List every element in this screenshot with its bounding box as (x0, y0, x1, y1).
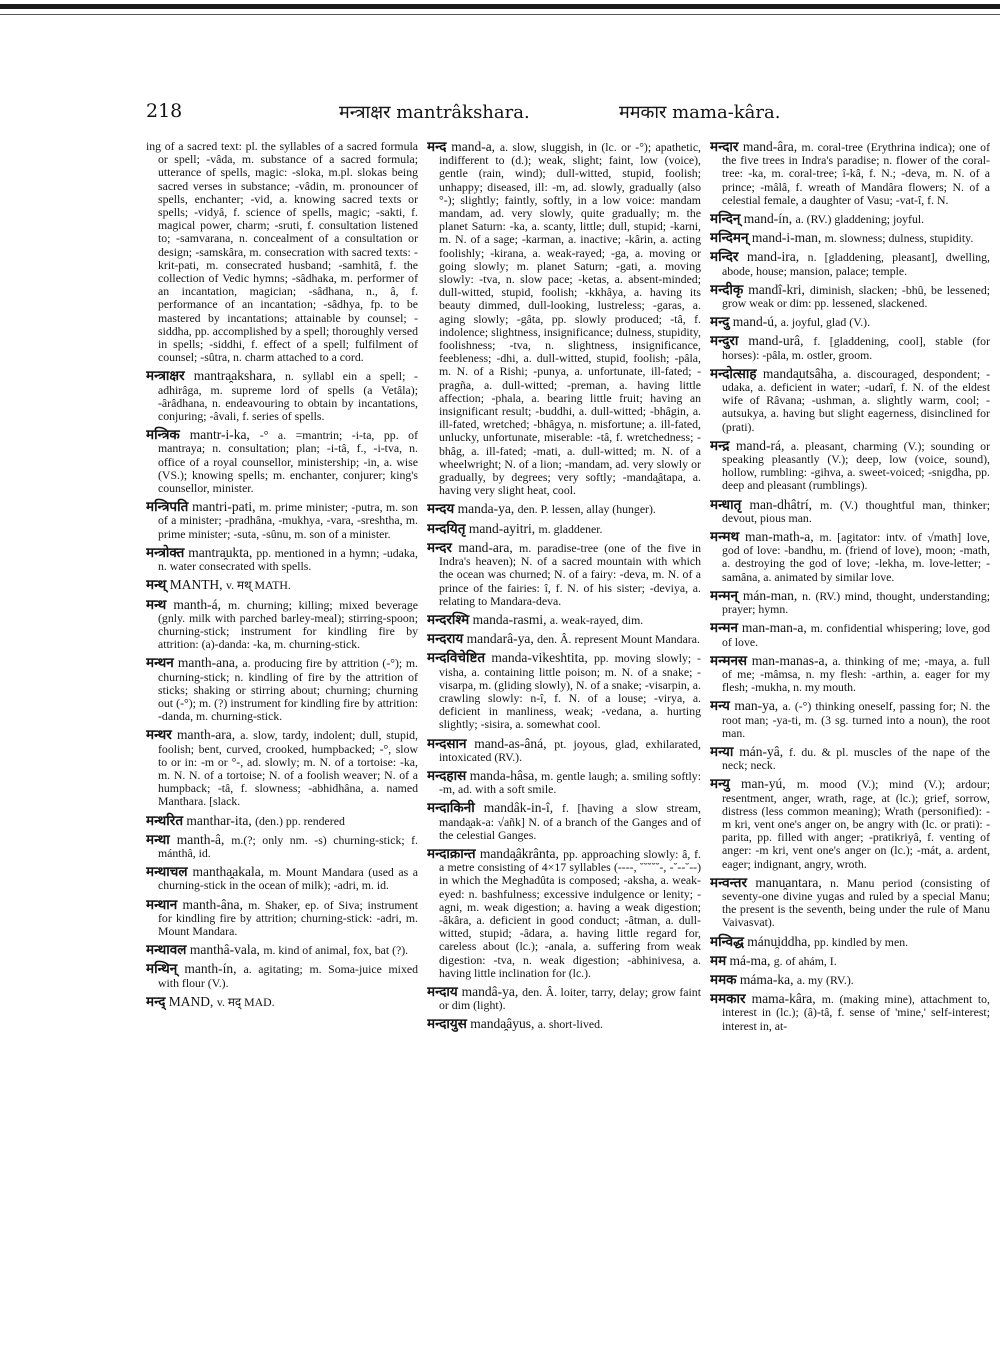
dictionary-entry (710, 315, 990, 329)
entry-headword: मन्दविचेष्टित (427, 650, 492, 666)
entry-transliteration: manda-hâsa, (469, 767, 542, 783)
dictionary-entry (146, 369, 418, 423)
entry-transliteration: manthar-ita, (186, 812, 256, 828)
entry-transliteration: manda-rasmi, (472, 611, 550, 627)
dictionary-entry (710, 954, 990, 968)
entry-transliteration: mantha̯akala, (192, 864, 270, 880)
entry-transliteration: manda̯utsâha, (762, 365, 844, 381)
dictionary-entry (146, 500, 418, 541)
entry-transliteration: manda̯âkrânta, (479, 845, 564, 861)
entry-definition: m. gentle laugh; a. smiling softly: -m, ad. with a soft smile. (439, 768, 701, 797)
entry-definition: g. of ahám, I. (773, 953, 837, 968)
entry-headword: मन्मथ (710, 529, 745, 545)
entry-definition: a. pleasant, charming (V.); sounding or speaking pleasantly (V.); deep, low (voice, sound), hollow, rumbling: -gihva, a. sweet-voiced; -snigdha, pp. deep and pleasant (rumblings). (722, 438, 990, 493)
entry-transliteration: mandâk-in-î, (483, 800, 563, 816)
entry-definition: pp. mentioned in a hymn; -udaka, n. water consecrated with spells. (158, 545, 418, 574)
dictionary-entry (146, 546, 418, 573)
entry-headword: मन्मनस (710, 652, 752, 668)
entry-definition: n. [gladdening, pleasant], dwelling, abode, house; mansion, palace; temple. (722, 250, 990, 278)
entry-definition: den. P. lessen, allay (hunger). (517, 502, 656, 517)
running-header (146, 100, 988, 128)
entry-definition: n. (RV.) mind, thought, understanding; prayer; hymn. (722, 588, 990, 617)
entry-definition: (den.) pp. rendered (255, 813, 345, 828)
entry-headword: मन्द्र (710, 437, 736, 453)
entry-transliteration: mantri-pati, (192, 499, 260, 515)
entry-headword: मन्त्रोक्त (146, 544, 189, 560)
entry-headword: मन्मन् (710, 587, 743, 603)
entry-headword: ममक (710, 971, 740, 987)
entry-transliteration: mandâ-ya, (461, 983, 523, 999)
entry-headword: मन्दार (710, 140, 743, 154)
entry-headword: मन्दोत्साह (710, 365, 763, 381)
entry-definition: a. discouraged, despondent; -udaka, a. deficient in water; -udarî, f. N. of the eldest wife of Râvana; -ushman, a. slightly warm, cool; -autsukya, a. having but slight eagerness, disinclined for (prati). (722, 366, 990, 434)
entry-headword: मन्या (710, 743, 740, 759)
entry-definition: m. mood (V.); mind (V.); ardour; resentment, anger, wrath, rage, at (lc.); grief, sorrow, distress (less common meaning); Wrath (personified): -m kri, vent one's anger on, be angry with (lc. or prati): -parita, pp. filled with anger; -pratikriyâ, f. venting of anger: -m kri, vent one's anger on (lc.); -mát, a. ardent, eager; indignant, angry, wroth. (722, 777, 990, 871)
entry-headword: मन्यु (710, 776, 742, 792)
entry-transliteration: manthâ-vala, (189, 942, 264, 958)
entry-definition: m. prime minister; -putra, m. son of a minister; -pradhâna, -mukhya, -vara, -sreshtha, m. prime minister; -suta, -sûnu, m. son of a minister. (158, 500, 418, 541)
entry-definition: m. confidential whispering; love, god of love. (722, 621, 990, 649)
entry-transliteration: mán-yâ, (739, 743, 790, 759)
dictionary-entry (710, 654, 990, 695)
entry-definition: m. (V.) thoughtful man, thinker; devout, pious man. (722, 497, 990, 525)
entry-definition: m. (making mine), attachment to, interest in (lc.); (â)-tâ, f. sense of 'mine,' self-interest; interest in, at- (722, 992, 990, 1033)
entry-transliteration: manth-ara, (176, 727, 241, 743)
entry-definition: a. slow, sluggish, in (lc. or -°); apathetic, indifferent to (d.); weak, slight; faint, low (voice), gentle (rain, wind); dull-witted, stupid, foolish; unhappy; diseased, ill: -m, ad. slowly, gradually (also °-); slightly; faintly, softly, in a low voice: mandam mandam, ad. very slowly, quite gradually; m. the planet Saturn: -ka, a. scanty, little; dull, stupid; -karni, m. N. of a sage; -karman, a. inactive; -kârin, a. acting foolishly; -kirana, a. weak-rayed; -ga, a. moving or going slowly; m. planet Saturn; -gati, a. moving slowly: -tva, n. slow pace; -ketas, a. absent-minded; dull-witted, stupid, foolish; -kkhâya, a. having its beauty dimmed, dull-looking, lustreless; -garas, a. aging slowly; -gâta, pp. slowly produced; -tâ, f. indolence; slightness, insignificance; dulness, stupidity, foolishness; -tva, n. slightness, insignificance, feebleness; -dhi, a. dull-witted, stupid, foolish; -pâla, m. N. of a Rishi; -punya, a. unfortunate, ill-fated; -pragña, a. dull-witted; -preman, a. having little affection; -phala, a. bearing little fruit; having an insignificant result; -buddhi, a. dull-witted; -bhâgin, a. ill-fated, wretched; -bhâgya, n. misfortune; a. ill-fated, unlucky, unfortunate, miserable: -tâ, f. wretchedness; -bhâg, a. ill-fated; -mati, a. dull-witted; m. N. of a wheelwright; N. of a lion; -mandam, ad. very slowly or gradually, by degrees; very softly; -manda̯âtapa, a. having very slight heat, cool. (439, 140, 701, 498)
entry-headword: मन्दाय (427, 983, 462, 999)
entry-transliteration: mand-rá, (735, 437, 791, 453)
dictionary-entry (146, 428, 418, 495)
dictionary-entry (710, 876, 990, 930)
entry-transliteration: mand-as-âná, (474, 735, 555, 751)
dictionary-entry (427, 769, 701, 796)
entry-transliteration: manda-ya, (457, 501, 518, 517)
entry-definition: a. joyful, glad (V.). (780, 315, 871, 330)
entry-definition: f. du. & pl. muscles of the nape of the neck; neck. (722, 744, 990, 773)
entry-transliteration: mandî-kri, (748, 281, 810, 297)
entry-transliteration: manth-á, (173, 596, 229, 612)
entry-definition: f. [having a slow stream, manda̯ak-a: √añk] N. of a branch of the Ganges and of the celestial Ganges. (439, 801, 701, 842)
entry-headword: मन्दाक्रान्त (427, 845, 480, 861)
entry-definition: ing of a sacred text: pl. the syllables of a sacred formula or spell; -vâda, m. substance of a sacred formula; utterance of spells, magic: -sloka, m.pl. slokas being sacred verses in substance; -vâdin, m. pronouncer of spells, enchanter; -vid, a. knowing sacred texts or spells; -vidyâ, f. science of spells, magic; -sakti, f. magical power, charm; -sruti, f. consultation listened to; -samvarana, n. concealment of a consultation or design; -samskâra, m. consecration with sacred texts: -krit-pati, m. consecrated husband; -samhitâ, f. the collection of Vedic hymns; -sâdhaka, m. performer of an incantation, magician; -sâdhana, n., â, f. performance of an incantation; -sâdhya, fp. to be mastered by incantations; attainable by counsel; -siddha, pp. accomplished by a spell; thoroughly versed in spells; -siddhi, f. effect of a spell; fulfilment of counsel; -sûtra, n. charm attached to a cord. (146, 140, 418, 365)
entry-headword: मन्दय (427, 501, 458, 517)
entry-headword: मन्दायुस (427, 1016, 471, 1032)
entry-transliteration: mand-ira, (747, 249, 808, 265)
entry-headword: मन्दराय (427, 631, 467, 647)
entry-transliteration: mand-âra, (742, 140, 802, 154)
entry-transliteration: mand-i-man, (751, 230, 825, 246)
dictionary-entry (427, 737, 701, 764)
dictionary-entry (146, 656, 418, 723)
entry-headword: मन्थ् (146, 577, 170, 593)
entry-transliteration: man-yú, (741, 776, 797, 792)
dictionary-column-3 (710, 140, 990, 1360)
entry-headword: मन्थर (146, 727, 177, 743)
entry-definition: v. मद् MAD. (216, 994, 275, 1009)
dictionary-entry (146, 995, 418, 1009)
entry-definition: pp. kindled by men. (814, 934, 909, 949)
entry-transliteration: mama-kâra, (751, 991, 822, 1007)
entry-transliteration: mand-urâ, (748, 333, 814, 349)
entry-transliteration: manth-ín, (184, 961, 244, 977)
entry-definition: m. [agitator: intv. of √math] love, god of love: -bandhu, m. (friend of love), moon; -math, a. destroying the god of love; -lekha, m. love-letter; -samâna, a. animated by similar love. (722, 530, 990, 584)
dictionary-entry (427, 632, 701, 646)
entry-headword: मन्था (146, 831, 177, 847)
entry-transliteration: mantra̯akshara, (193, 368, 285, 384)
entry-definition: pp. moving slowly; -visha, a. containing little poison; m. N. of a snake; -visarpa, m. (gliding slowly), N. of a snake; -visarpin, a. crawling slowly: n-î, f. N. of a louse; -virya, a. deficient in manliness, weak; -vedana, a. hurting slightly; -sisira, a. somewhat cool. (439, 651, 701, 732)
entry-transliteration: máma-ka, (739, 971, 797, 987)
dictionary-entry (146, 898, 418, 939)
entry-definition: m. Shaker, ep. of Siva; instrument for kindling fire by attrition; churning-stick: -adri, m. Mount Mandara. (158, 897, 418, 938)
dictionary-entry (710, 283, 990, 310)
top-rule (0, 4, 1000, 9)
entry-transliteration: mand-ú, (732, 314, 781, 330)
entry-headword: मन्दु (710, 314, 733, 330)
dictionary-entry (427, 985, 701, 1012)
entry-transliteration: mandarâ-ya, (466, 631, 538, 647)
entry-definition: a. (-°) thinking oneself, passing for; N. the root man; -ya-ti, m. (3 sg. turned into a noun), the root man. (722, 699, 990, 740)
entry-definition: a. thinking of me; -maya, a. full of me; -mâmsa, n. my flesh: -arthin, a. eager for my flesh; -mukha, n. my mouth. (722, 653, 990, 695)
dictionary-entry (427, 651, 701, 731)
entry-headword: मन्थिन् (146, 961, 185, 977)
entry-transliteration: man-dhâtrí, (749, 496, 821, 512)
entry-transliteration: man-ya, (734, 698, 783, 714)
entry-definition: a. my (RV.). (796, 972, 854, 987)
left-running-head: मन्त्राक्षर mantrâkshara. (339, 102, 530, 123)
dictionary-entry (146, 578, 418, 592)
entry-transliteration: manth-âna, (182, 896, 249, 912)
dictionary-entry (710, 935, 990, 949)
entry-definition: diminish, slacken; -bhû, be lessened; grow weak or dim: pp. lessened, slackened. (722, 282, 990, 311)
dictionary-entry (146, 943, 418, 957)
entry-headword: मन्वन्तर (710, 874, 756, 890)
entry-transliteration: manda̯âyus, (470, 1016, 538, 1032)
entry-transliteration: manda-vikeshtita, (491, 650, 594, 666)
entry-headword: मन्थरित (146, 812, 187, 828)
entry-headword: मन्दरश्मि (427, 611, 473, 627)
entry-headword: मन्दिन् (710, 211, 744, 227)
entry-definition: n. Manu period (consisting of seventy-one divine yugas and ruled by a special Manu; the present is the seventh, being under the rule of Manu Vaivasvat). (722, 875, 990, 930)
dictionary-entry (710, 231, 990, 245)
entry-definition: m. kind of animal, fox, bat (?). (263, 943, 409, 958)
entry-headword: मन्दाकिनी (427, 800, 484, 816)
dictionary-entry (710, 621, 990, 648)
dictionary-entry (710, 498, 990, 525)
entry-transliteration: manu̯antara, (755, 874, 831, 890)
entry-headword: मन्द (427, 140, 452, 154)
dictionary-entry (710, 992, 990, 1033)
entry-definition: m.(?; only nm. -s) churning-stick; f. mánthâ, id. (158, 832, 418, 860)
entry-definition: a. producing fire by attrition (-°); m. churning-stick; n. kindling of fire by the attrition of sticks; shaking or stirring about; churning; churning out (-°); m. (?) instrument for kindling fire by attrition: -danda, m. churning-stick. (158, 656, 418, 724)
entry-transliteration: manth-â, (176, 831, 232, 847)
dictionary-entry (710, 367, 990, 434)
entry-definition: a. agitating; m. Soma-juice mixed with flour (V.). (158, 962, 418, 990)
entry-definition: f. [gladdening, cool], stable (for horses): -pâla, m. ostler, groom. (722, 334, 990, 362)
entry-headword: मन्थन (146, 655, 178, 671)
dictionary-entry (710, 530, 990, 584)
entry-definition: a. slow, tardy, indolent; dull, stupid, foolish; bent, curved, crooked, humpbacked; -°, slow to or in: -m or °-, ad. slowly; m. N. of a tortoise: -ka, m. N. N. of a tortoise; N. of a foolish weaver; N. of a humpback; -tâ, f. slowness; -abhidhâna, a. named Manthara. [slack. (158, 728, 418, 809)
dictionary-entry (710, 439, 990, 493)
dictionary-entry (427, 613, 701, 627)
dictionary-entry (710, 334, 990, 361)
entry-transliteration: man-man-a, (741, 620, 811, 636)
entry-headword: मन्द् (146, 993, 169, 1009)
entry-headword: मन्त्रिपति (146, 499, 193, 515)
dictionary-entry (427, 522, 701, 536)
entry-transliteration: mantra̯ukta, (188, 544, 257, 560)
entry-definition: m. paradise-tree (one of the five in Indra's heaven); N. of a sacred mountain with which the ocean was churned; N. of a fairy: -deva, m. N. of a prince of the fairies: î, f. N. of his sister; -deviya, a. relating to Mandara-deva. (439, 540, 701, 608)
entry-definition: v. मथ् MATH. (225, 578, 291, 593)
entry-headword: मन्थान (146, 896, 183, 912)
dictionary-entry (427, 801, 701, 842)
entry-definition: m. churning; killing; mixed beverage (gnly. milk with parched barley-meal); stirring-spoon; churning-stick; instrument for kindling fire by attrition: (a)-danda: -ka, m. churning-stick. (158, 597, 418, 652)
entry-headword: मन्दीकृ (710, 281, 749, 297)
dictionary-entry (710, 777, 990, 870)
dictionary-column-2 (427, 140, 701, 1360)
entry-headword: मन्त्राक्षर (146, 368, 194, 384)
entry-headword: मन्दिर (710, 249, 747, 265)
entry-transliteration: mand-a, (451, 140, 500, 154)
dictionary-entry (146, 728, 418, 808)
entry-transliteration: mand-ara, (458, 539, 520, 555)
entry-headword: मन्थ (146, 596, 174, 612)
entry-definition: m. Mount Mandara (used as a churning-stick in the ocean of milk); -adri, m. id. (158, 865, 418, 893)
dictionary-entry (427, 541, 701, 608)
page-number: 218 (146, 100, 183, 122)
entry-headword: मन्थावल (146, 942, 190, 958)
entry-headword: ममकार (710, 991, 752, 1007)
dictionary-column-1 (146, 140, 418, 1360)
dictionary-entry (146, 140, 418, 364)
dictionary-entry (146, 962, 418, 989)
entry-definition: a. (RV.) gladdening; joyful. (795, 212, 925, 227)
entry-transliteration: mand-ayitri, (468, 520, 539, 536)
dictionary-entry (710, 140, 990, 207)
entry-headword: मन्य (710, 698, 735, 714)
entry-definition: -° a. =mantrin; -i-ta, pp. of mantraya; n. consultation; plan; -i-tâ, f., -i-tva, n. office of a royal counsellor, ministership; -in, a. wise (VS.); knowing spells; m. enchanter, conjurer; king's counsellor, minister. (158, 428, 418, 496)
entry-definition: n. syllabl ein a spell; -adhirâga, m. supreme lord of spells (a Vetâla); -ârâdhana, n. endeavouring to obtain by incantations, conjuring; -âvali, f. series of spells. (158, 369, 418, 424)
dictionary-entry (427, 140, 701, 497)
dictionary-entry (427, 1017, 701, 1031)
right-running-head: ममकार mama-kâra. (619, 102, 781, 123)
dictionary-entry (427, 502, 701, 516)
entry-transliteration: mán-man, (742, 587, 803, 603)
entry-headword: मन्दर (427, 539, 459, 555)
entry-headword: मन्थाचल (146, 864, 193, 880)
dictionary-entry (427, 847, 701, 980)
entry-definition: m. coral-tree (Erythrina indica); one of the five trees in Indra's paradise; n. flower of the coral-tree: -ka, m. coral-tree; î-kâ, f. N.; -deva, m. N. of a prince; -mâlâ, f. wreath of Mandâra flowers; N. of a celestial female, a daughter of Vasu; -vat-î, f. N. (722, 140, 990, 207)
entry-transliteration: MAND, (168, 993, 217, 1009)
entry-headword: मन्मन (710, 620, 742, 636)
dictionary-entry (710, 699, 990, 740)
entry-headword: मन्दसान (427, 735, 475, 751)
entry-transliteration: man-manas-a, (751, 652, 833, 668)
entry-headword: मन्त्रिक (146, 427, 190, 443)
top-rule-thin (0, 14, 1000, 15)
dictionary-entry (710, 250, 990, 277)
entry-transliteration: manth-ana, (177, 655, 243, 671)
dictionary-entry (710, 973, 990, 987)
entry-headword: मन्दहास (427, 767, 470, 783)
dictionary-entry (146, 833, 418, 860)
entry-definition: den. Â. represent Mount Mandara. (537, 632, 700, 647)
dictionary-entry (146, 598, 418, 652)
dictionary-entry (146, 865, 418, 892)
entry-transliteration: mantr-i-ka, (189, 427, 260, 443)
entry-transliteration: mánu̯iddha, (747, 933, 815, 949)
entry-headword: मन्दुरा (710, 333, 749, 349)
entry-definition: pt. joyous, glad, exhilarated, intoxicated (RV.). (439, 736, 701, 764)
entry-definition: m. slowness; dulness, stupidity. (824, 231, 974, 246)
dictionary-entry (710, 589, 990, 616)
entry-transliteration: man-math-a, (745, 529, 820, 545)
entry-definition: pp. approaching slowly: â, f. a metre consisting of 4×17 syllables (----, ˘˘˘˘˘-, -˘--˘--) in which the Meghadûta is composed; -aksha, a. weak-eyed: n. bashfulness; excessive indulgence or lenity; -agni, m. weak digestion; a. having a weak digestion; -âkâra, a. deficient in good conduct; -âtman, a. dull-witted, stupid; -âdara, a. having little regard for, careless about (lc.); -anala, a. suffering from weak digestion: -tva, n. weak digestion; -abhinivesa, a. having little inclination for (lc.). (439, 846, 701, 980)
entry-headword: मन्दिमन् (710, 230, 752, 246)
entry-definition: a. short-lived. (537, 1017, 603, 1032)
entry-headword: मन्दयितृ (427, 520, 469, 536)
entry-transliteration: má-ma, (729, 952, 774, 968)
entry-transliteration: MANTH, (169, 577, 226, 593)
dictionary-entry (146, 814, 418, 828)
entry-definition: den. Â. loiter, tarry, delay; grow faint or dim (light). (439, 984, 701, 1013)
entry-headword: मम (710, 952, 730, 968)
entry-transliteration: mand-ín, (743, 211, 796, 227)
entry-headword: मन्धातृ (710, 496, 750, 512)
entry-definition: m. gladdener. (538, 521, 603, 536)
entry-definition: a. weak-rayed, dim. (549, 612, 644, 627)
dictionary-entry (710, 745, 990, 772)
dictionary-entry (710, 212, 990, 226)
entry-headword: मन्विद्ध (710, 933, 748, 949)
